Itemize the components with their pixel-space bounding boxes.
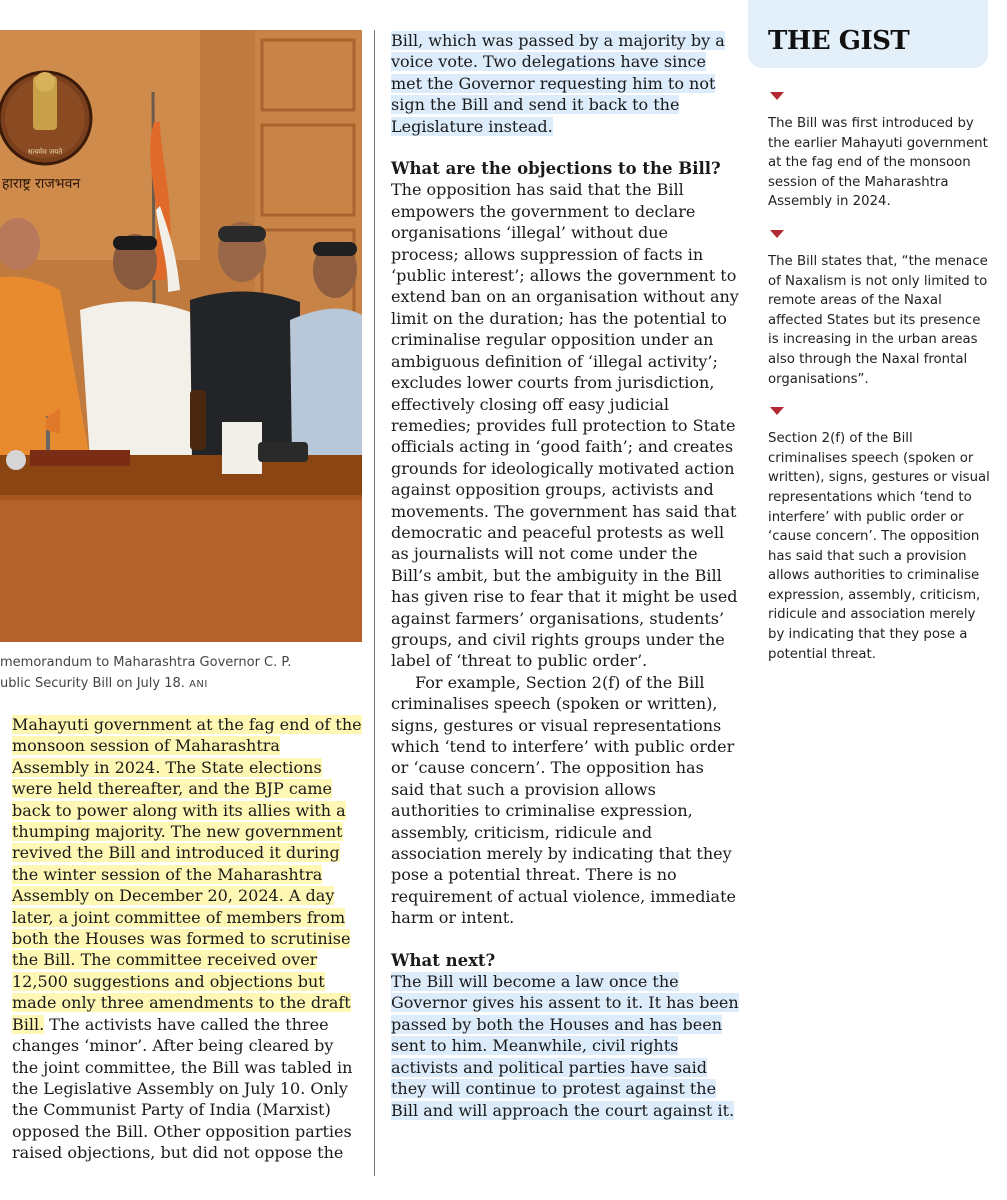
gist-item-text: The Bill states that, “the menace of Naxalism is not only limited to remote areas of the Naxal affected States but its presence is increasing in the urban areas also through the Naxal frontal organisations”. bbox=[768, 253, 988, 387]
seal-label: हाराष्ट्र राजभवन bbox=[2, 176, 81, 192]
gist-header bbox=[748, 0, 988, 68]
photo-caption bbox=[0, 652, 362, 695]
next-paragraph bbox=[391, 971, 739, 1121]
gist-title: THE GIST bbox=[768, 26, 910, 56]
triangle-marker-icon bbox=[770, 407, 784, 415]
heading-what-next: What next? bbox=[391, 950, 496, 970]
photo-credit: ANI bbox=[189, 679, 208, 690]
caption-text: ublic Security Bill on July 18. bbox=[0, 676, 185, 691]
objections-paragraph: The opposition has said that the Bill empowers the government to declare organisations ‘illegal’ without due process; allows suppression of facts in ‘public interest’; allows the government to extend ban on an organisation without any limit on the duration; has the potential to criminalise regular opposition under an ambiguous definition of ‘illegal activity’; excludes lower courts from jurisdiction, effectively closing off easy judicial remedies; provides full protection to State officials acting in ‘good faith’; and creates grounds for ideologically motivated action against opposition groups, activists and movements. The government has said that democratic and peaceful protests as well as journalists will not come under the Bill’s ambit, but the ambiguity in the Bill has given rise to fear that it might be used against farmers’ organisations, students’ groups, and civil rights groups under the label of ‘threat to public order’. bbox=[391, 180, 739, 671]
highlighted-text: Mahayuti government at the fag end of the monsoon session of Maharashtra Assembly in 2024. The State elections were held thereafter, and the BJP came back to power along with its allies with a thumping majority. The new government revived the Bill and introduced it during the winter session of the Maharashtra Assembly on December 20, 2024. A day later, a joint committee of members from both the Houses was formed to scrutinise the Bill. The committee received over 12,500 suggestions and objections but made only three amendments to the draft Bill. bbox=[12, 715, 362, 1034]
triangle-marker-icon bbox=[770, 92, 784, 100]
gist-item-text: Section 2(f) of the Bill criminalises speech (spoken or written), signs, gestures or visual representations which ‘tend to interfere’ with public order or ‘cause concern’. The opposition has said that such a provision allows authorities to criminalise expression, assembly, criticism, ridicule and association merely by indicating that they pose a potential threat. bbox=[768, 431, 990, 662]
caption-line-2 bbox=[0, 673, 362, 695]
news-photo bbox=[0, 30, 362, 642]
gist-panel bbox=[768, 92, 990, 682]
caption-line-1: memorandum to Maharashtra Governor C. P. bbox=[0, 655, 292, 670]
heading-objections: What are the objections to the Bill? bbox=[391, 159, 721, 179]
gist-item bbox=[768, 407, 990, 664]
plain-text: The activists have called the three changes ‘minor’. After being cleared by the joint committee, the Bill was tabled in the Legislative Assembly on July 10. Only the Communist Party of India (Marxist) opposed the Bill. Other opposition parties raised objections, but did not oppose the bbox=[12, 1014, 353, 1163]
gist-item bbox=[768, 92, 990, 212]
seal-motto: सत्यमेव जयते bbox=[27, 148, 63, 156]
highlighted-text: Bill, which was passed by a majority by a voice vote. Two delegations have since met the Governor requesting him to not sign the Bill and send it back to the Legislature instead. bbox=[391, 31, 725, 136]
article-column-left bbox=[12, 714, 362, 1164]
left-paragraph bbox=[12, 714, 362, 1164]
gist-item bbox=[768, 230, 990, 389]
triangle-marker-icon bbox=[770, 230, 784, 238]
article-column-middle bbox=[391, 30, 739, 1121]
example-paragraph: For example, Section 2(f) of the Bill criminalises speech (spoken or written), signs, gestures or visual representations which ‘tend to interfere’ with public order or ‘cause concern’. The opposition has said that such a provision allows authorities to criminalise expression, assembly, criticism, ridicule and association merely by indicating that they pose a potential threat. There is no requirement of actual violence, immediate harm or intent. bbox=[391, 672, 736, 928]
intro-paragraph bbox=[391, 30, 739, 137]
column-divider bbox=[374, 30, 375, 1176]
gist-item-text: The Bill was first introduced by the earlier Mahayuti government at the fag end of the monsoon session of the Maharashtra Assembly in 2024. bbox=[768, 116, 988, 210]
highlighted-text: The Bill will become a law once the Governor gives his assent to it. It has been passed by both the Houses and has been sent to him. Meanwhile, civil rights activists and political parties have said they will continue to protest against the Bill and will approach the court against it. bbox=[391, 972, 739, 1120]
